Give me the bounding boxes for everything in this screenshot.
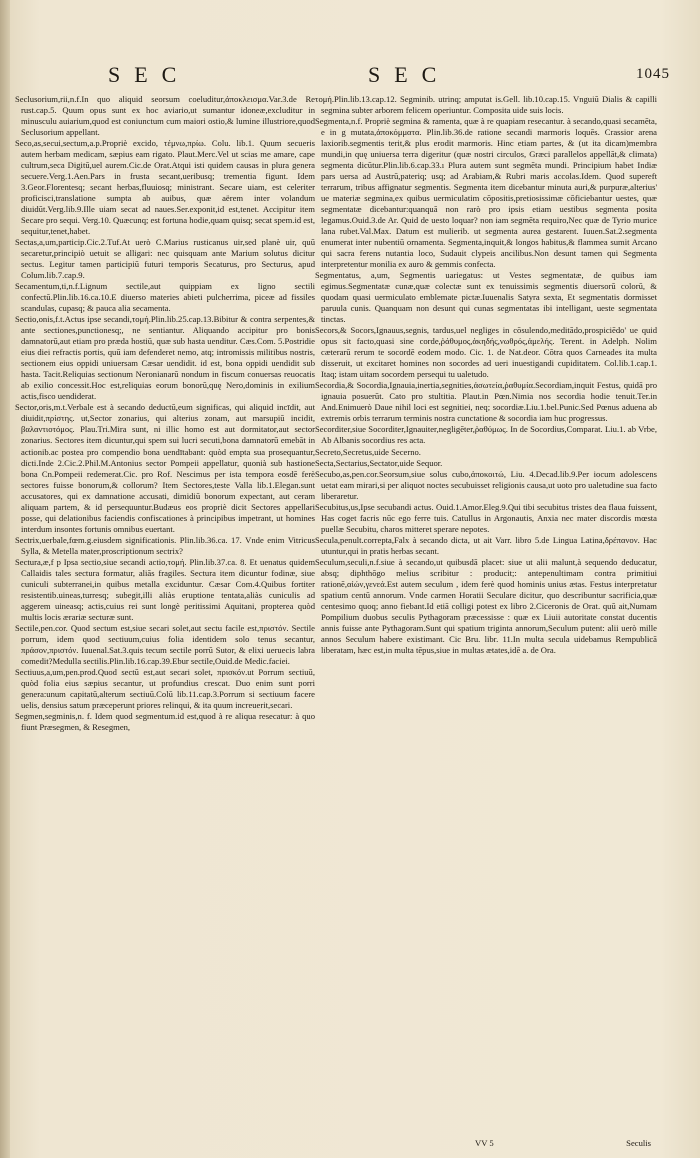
dictionary-entry: Sectio,onis,f.t.Actus ipse secandi,τομή.Plin.lib.25.cap.13.Bibitur & contra serpentes,& ante sectiones,punctionesq;, ne sentiantur. Aliquando accipitur pro bonis damnatorū,aut etiam pro præda hostiū, quæ sub hasta uenditur. Cæs.Com. 5.Postridie eius diei refractis portis, quū iam defenderet nemo, atq; intromissis militibus nostris, sectionem eius oppidi uniuersam Cæsar uendidit. id est, bona oppidi uendidit sub hasta. Tacit.Reliquias sectionum Neronianarū nondum in fiscum conuersas reuocatis ab exilio concessit.Hoc est,reliquias eorum bonorū,quę Nero,dominis in exilium actis,fisco uendiderat. <box>15 314 315 402</box>
dictionary-entry: Sector,oris,m.t.Verbale est à secando deductū,eum significas, qui aliquid incīdit, aut diuidit,πρίστης. ut,Sector zonarius, qui alterius zonam, aut marsupiū incidit, βαλαντιοτόμος. Plau.Tri.Mira sunt, ni illic homo est aut dormitator,aut sector zonarius. Sectores item dicuntur,qui spem sui lucri secuti,bona damnatorū emebāt in actionib.ac postea pro compendio bona uendītabant: quòd empta sua prosequantur, dicti.Inde 2.Cic.2.Phil.M.Antonius sector Pompeii appellatur, quonià sub hastione bona Cn.Pompeii redemerat.Cic. pro Rof. Nescimus per ista tempora eosdē ferè sectores fuisse bonorum,& collorum? Item Sectores,teste Valla lib.1.Elegan.sunt accusatores, qui ex damnatione accusati, dimidiū bonorum expectant, aut ceram aliquam partem, & id persequuntur.Budæus eos propriè dicit Sectores appellari posse, qui delationibus faciendis confiscationes à principibus impetrant, ut homines interdum insontes fortunis omnibus euertant. <box>15 402 315 534</box>
dictionary-entry: τομή.Plin.lib.13.cap.12. Segminib. utrinq; amputat is.Gell. lib.10.cap.15. Vnguiū Dialis & capilli segmina subter arborem felicem operiuntur. Composita uide suis locis. <box>315 94 657 116</box>
dictionary-entry: Secubo,as,pen.cor.Seorsum,siue solus cubo,ἀποκοιτώ, Liu. 4.Decad.lib.9.Per iocum adolescens uetat eam mirari,si per aliquot noctes secubuisset religionis causa,ut uoto pro ualetudine sua facto liberaretur. <box>315 468 657 501</box>
dictionary-entry: Secta,Sectarius,Sectator,uide Sequor. <box>315 457 443 468</box>
left-column <box>15 94 315 733</box>
signature-mark: VV 5 <box>475 1138 494 1148</box>
dictionary-entry: Secorditer,siue Socorditer,Ignauiter,negligēter,ῥαθύμως. In de Socordius,Comparat. Liu.1. ab Vrbe, Ab Albanis socordius res acta. <box>315 424 657 446</box>
dictionary-entry: Sectrix,uerbale,fœm.g.eiusdem significationis. Plin.lib.36.ca. 17. Vnde enim Vitricus Sylla, & Metella mater,proscriptionum sectrix? <box>15 534 315 556</box>
page-number: 1045 <box>636 66 670 82</box>
header-right-word: SEC <box>368 62 451 87</box>
header-left-word: SEC <box>108 62 191 87</box>
right-column <box>315 94 657 656</box>
dictionary-entry: Secubitus,us,Ipse secubandi actus. Ouid.1.Amor.Eleg.9.Qui tibi secubitus tristes dea flaua fuissent, Has coget facris nūc ego ferre tuis. Catullus in Argonautis, Anxia nec mater discordis mœsta puellæ Secubitu, charos mitteret sperare nepotes. <box>315 501 657 534</box>
catchword: Seculis <box>626 1138 651 1148</box>
dictionary-entry: Segmenta,n.f. Propriè segmina & ramenta, quæ à re quapiam resecantur. à secando,quasi secamēta, e in g mutata,ἀποκόμματα. Plin.lib.36.de ratione secandi marmoris loquēs. Crassior arena laxiorib.segmentis terit,& plus erodit marmoris. Hinc etiam partes, & (ut ita dicam)membra mundi,in quę uniuersa terra digeritur (quæ nostri circulos, Græci parallelos appellāt,& climata) segmenta dicūtur.Plin.lib.6.cap.33.ı Plura autem sunt segmēta mundi. Principium habet Indiæ pars uersa ad Austrū,pateriq; usq; ad Arabiam,& Rubri maris accolas.Idem. Quod supereft terrarum, tribus affignatur segmentis. Segmenta item dicebantur minuta auri,& purpuræ,alterius' ue materiæ segmina,ex quibus uermiculatim cōpositis,pretiosissimæ cōficiebantur uestes, quæ segmentatæ dicebantur:quanquā non rarò pro ipsis etiam uestibus segmenta posita legamus.Ouid.3.de Ar. Quid de uesto loquar? non iam segmēta requiro,Nec quæ de Tyrio murice lana rubet.Val.Max. Datum est mulierib. ut segmenta aurea gestarent. Iuuen.Sat.2.segmenta enumerat inter nubentiū ornamenta. Segmenta,inquit,& longos habitus,& flammea sumit Arcano qui sacra ferens nutantia loco, Sudauit clypeis ancilibus.Non desunt tamen qui Segmenta interpretentur monilia ex auro & gemmis confecta. <box>315 116 657 270</box>
dictionary-entry: Seculum,seculi,n.f.siue à secando,ut quibusdā placet: siue ut alii malunt,à sequendo deducatur, absq; diphthōgo melius scribitur : producit;: antepenultimam contra primitiui rationē,αἰών,γενεά.Est autem seculum , idem ferè quod hominis unius ætas. Festus interpretatur spatium centū annorum. Vnde carmen Horatii Seculare dicitur, quo describuntur sacrificia,quæ centesimo quoq; anno fiebant.Id etiā colligi potest ex libro 2.Ciceronis de Orat. quū ait,Numam Pompilium duobus seculis Pythagoram præcessisse : quæ ex Liuii autoritate constat ducentis annis fuisse ante Pythagoram.Sunt qui spatium triginta annorum,Seculum putent: alii uerò mille annos Seculum habere existimant. Cic Bru. libr. 11.In multa secula uidebamus Rempublicā liberatam, hæc est,in multa tēpus,siue in multas ætates,idē a. de Ora. <box>315 556 657 655</box>
dictionary-entry: Sectiuus,a,um,pen.prod.Quod sectū est,aut secari solet, πρισκόν.ut Porrum sectiuū, quòd folia eius sæpius secantur, ut profundius crescat. Duo enim sunt porri genera:unum capitatū,alterum sectiuū.Colū lib.11.cap.3.Porrum si sectiuum facere uelis, densius satum præceperunt priores relinqui, & ita quum increuerit,secari. <box>15 666 315 710</box>
dictionary-entry: Sectura,æ,f p Ipsa sectio,siue secandi actio,τομή. Plin.lib.37.ca. 8. Et uenatus quidem Callaidis tales sectura formatur, aliās fragiles. Sectura item dicuntur fodinæ, siue cuniculi subterranei,in quibus metalla exciduntur. Cæsar Com.4.Quibus fortiter resistentib.uineas,turresq; subegit,illi aliàs eruptione tentata,aliàs cuniculis ad aggerem uineasq; actis,cuius rei sunt longè peritissimi Aquitani, propterea quòd multis locis ærariæ secturæ sunt. <box>15 556 315 622</box>
dictionary-entry: Secors,& Socors,Ignauus,segnis, tardus,uel negliges in cōsulendo,meditādo,prospiciēdo' ue quid opus sit facto,quasi sine corde,ῥάθυμος,ἀκηδής,νωθρός,ἀμελής. Terent. in Adelph. Nolim cæterarū rerum te socordē eodem modo. Cic. 1. de Nat.deor. Cōtra quos Carneades ita multa disseruit, ut excitaret homines non socordes ad ueri inuestigandi cupiditatem. Col.lib.1.cap.1. Itaq; istam uitam socordem persequi tu ualetudo. <box>315 325 657 380</box>
dictionary-entry: Segmen,segminis,n. f. Idem quod segmentum.id est,quod à re aliqua resecatur: à quo fiunt Præsegmen, & Resegmen, <box>15 710 315 732</box>
dictionary-entry: Secreto,Secretus,uide Secerno. <box>315 446 421 457</box>
dictionary-entry: Segmentatus, a,um, Segmentis uariegatus: ut Vestes segmentatæ, de quibus iam egimus.Segmentatæ cunæ,quæ colectæ sunt ex tenuissimis segmentis diuersorū colorū, & quodam quasi uermiculato emblemate pictæ.Iuuenalis Satyra sexta, Et segmentatis dormisset paruula cunis. Quanquam non desunt qui cunas segmentatas ibi intelligant, ueste segmentata tinctas. <box>315 270 657 325</box>
dictionary-entry: Sectile,pen.cor. Quod sectum est,siue secari solet,aut sectu facile est,πριστόν. Sectile porrum, idem quod sectiuum,cuius folia identidem solo tenus secantur, πράσον,πριστόν. Iuuenal.Sat.3.quis tecum sectile porrū Sutor, & elixi ueruecis labra comedit?Medulla sectilis.Plin.lib.16.cap.39.Ebur sectile,Ouid.de Medic.faciei. <box>15 622 315 666</box>
running-header <box>0 62 700 88</box>
dictionary-entry: Secordia,& Socordia,Ignauia,inertia,segnities,ἀσωτεία,ῥαθυμία.Secordiam,inquit Festus, quidā pro ignauia posuerūt. Cato pro stultitia. Plaut.in Pœn.Nimia nos secordia hodie tenuit.Ter.in And.Enimuerò Daue nihil loci est segnitiei, neq; socordiæ.Liu.1.bel.Punic.Sed Pœnus aduena ab extremis orbis terrarum terminis nostra cunctatione & socordia iam huc progressus. <box>315 380 657 424</box>
dictionary-entry: Secamentum,ti,n.f.Lignum sectile,aut quippiam ex ligno sectili confectū.Plin.lib.16.ca.10.E diuerso materies abieti pulcherrima, piceæ ad fissiles scandulas, cupasq; & pauca alia secamenta. <box>15 281 315 314</box>
dictionary-entry: Secula,penult.correpta,Falx à secando dicta, ut ait Varr. libro 5.de Lingua Latina,δρέπανον. Hac utuntur,qui in pratis herbas secant. <box>315 534 657 556</box>
binding-shadow <box>0 0 10 1158</box>
dictionary-entry: Seco,as,secui,sectum,a.p.Propriè excido, τέμνω,πρίω. Colu. lib.1. Quum secueris autem herbam medicam, sæpius eam rigato. Plaut.Merc.Vel ut scias me amare, cape cultrum,seca Digitū,uel aurem.Cic.de Orat.Atqui isti quidem causas in plura genera secuere.Verg.1.Aen.Pars in frusta secant,ueribusq; trementia figunt. Idem 3.Geor.Florentesq; secant herbas,fluuiosq; ministrant. Secare uiam, est celeriter proficisci,translatione sumpta ab auibus, quæ aërem inter volandum diuidūt.Verg.lib.9.Ille uiam secat ad naues.Ser.exponit,id est,tenet. Accipitur item Secare pro sequi. Verg.10. Quæcunq; est fortuna hodie,quam quisq; secat spem.id est, sequitur,tenet,habet. <box>15 138 315 237</box>
dictionary-entry: Sectas,a,um,particip.Cic.2.Tuf.At uerò C.Marius rusticanus uir,sed planè uir, quū secaretur,principiò uetuit se alligari: nec quisquam ante Marium solutus dicitur sectus. Legitur tamen participiū futuri temporis Secaturus, pro Secturus, apud Colum.lib.7.cap.9. <box>15 237 315 281</box>
dictionary-entry: Seclusorium,rii,n.f.In quo aliquid seorsum coeluditur,ἀποκλεισμα.Var.3.de Re rust.cap.5. Quum opus sunt ex hoc aviario,ut sumantur idoneæ,excluditur in minusculu auiarium,quod est coniunctum cum maiori ostio,& lumine illustriore,quod Seclusorium appellant. <box>15 94 315 138</box>
